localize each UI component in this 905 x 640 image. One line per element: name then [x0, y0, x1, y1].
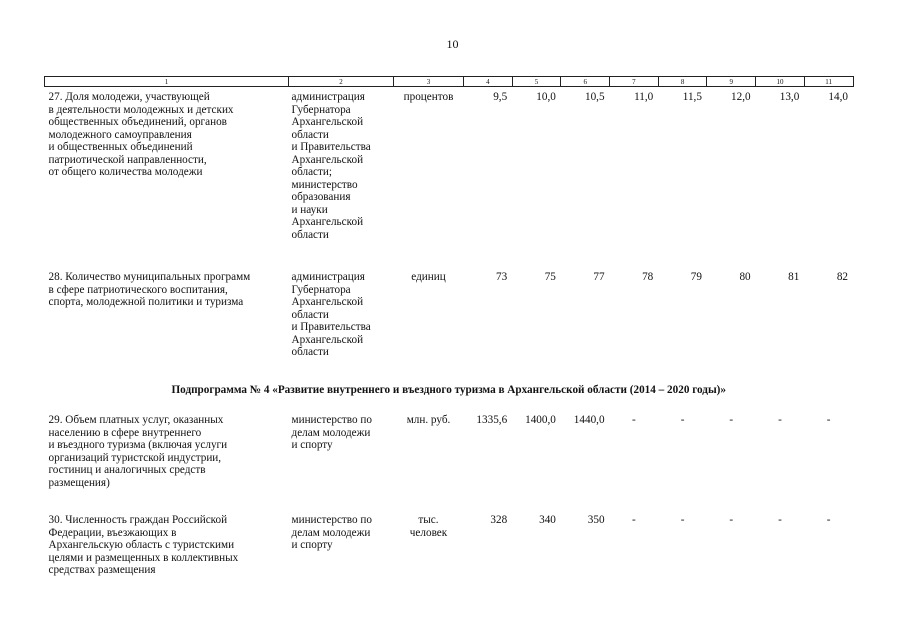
unit-cell: тыс. человек — [409, 514, 448, 539]
unit-cell: млн. руб. — [406, 414, 451, 426]
indicator-name: 27. Доля молодежи, участвующей в деятельности молодежных и детских общественных объединений, органов молодежного самоуправления и общественных объединений патриотической направленности, от общего количества молодежи — [48, 91, 234, 178]
value-cell: - — [778, 414, 782, 426]
value-cell: 1440,0 — [573, 414, 605, 426]
value-cell: - — [632, 414, 636, 426]
subprogram-title: Подпрограмма № 4 «Развитие внутреннего и въездного туризма в Архангельской области (2014 – 2020 годы)» — [171, 384, 727, 396]
value-cell: - — [680, 514, 685, 526]
subprogram-row — [45, 379, 854, 412]
responsible-org: министерство по делам молодежи и спорту — [291, 514, 372, 551]
value-cell: 75 — [544, 271, 556, 283]
header-cell: 11 — [804, 77, 853, 87]
header-cell: 4 — [464, 77, 513, 87]
page-number: 10 — [446, 37, 459, 51]
table-row — [45, 87, 854, 272]
responsible-org: администрация Губернатора Архангельской области и Правительства Архангельской области; министерство образования и науки Архангельской области — [291, 91, 371, 241]
indicator-name: 28. Количество муниципальных программ в сфере патриотического воспитания, спорта, молодежной политики и туризма — [48, 271, 251, 308]
value-cell: 10,5 — [584, 91, 605, 103]
responsible-org: администрация Губернатора Архангельской области и Правительства Архангельской области — [291, 271, 371, 358]
value-cell: - — [826, 514, 831, 526]
value-cell: - — [826, 414, 831, 426]
header-cell: 7 — [610, 77, 659, 87]
responsible-org: министерство по делам молодежи и спорту — [291, 414, 372, 451]
value-cell: - — [778, 514, 782, 526]
value-cell: 12,0 — [731, 91, 751, 103]
value-cell: - — [632, 514, 636, 526]
value-cell: - — [729, 514, 734, 526]
value-cell: 11,5 — [682, 91, 702, 103]
value-cell: - — [729, 414, 734, 426]
value-cell: 328 — [490, 514, 508, 526]
unit-cell: единиц — [411, 271, 446, 283]
value-cell: 78 — [642, 271, 654, 283]
header-cell: 8 — [658, 77, 707, 87]
table-row — [45, 412, 854, 514]
header-cell: 9 — [707, 77, 756, 87]
value-cell: 13,0 — [779, 91, 800, 103]
indicators-table — [44, 76, 854, 598]
value-cell: 10,0 — [536, 91, 556, 103]
value-cell: 14,0 — [828, 91, 848, 103]
value-cell: 9,5 — [493, 91, 508, 103]
header-cell: 2 — [289, 77, 394, 87]
value-cell: 340 — [539, 514, 556, 526]
table-header-row — [45, 77, 854, 87]
value-cell: 1400,0 — [525, 414, 556, 426]
value-cell: 81 — [788, 271, 800, 283]
value-cell: 11,0 — [634, 91, 654, 103]
indicator-name: 30. Численность граждан Российской Федерации, въезжающих в Архангельскую область с туристскими целями и размещенных в коллективных средствах размещения — [48, 514, 239, 576]
table-row — [45, 514, 854, 598]
value-cell: 80 — [739, 271, 751, 283]
header-cell: 5 — [512, 77, 561, 87]
value-cell: 350 — [587, 514, 605, 526]
header-cell: 3 — [394, 77, 464, 87]
value-cell: 79 — [690, 271, 702, 283]
value-cell: 77 — [593, 271, 605, 283]
indicator-name: 29. Объем платных услуг, оказанных населению в сфере внутреннего и въездного туризма (включая услуги организаций туристской индустрии, гостиниц и аналогичных средств размещения) — [48, 414, 228, 489]
header-cell: 1 — [45, 77, 289, 87]
table-row — [45, 271, 854, 379]
value-cell: 1335,6 — [476, 414, 508, 426]
value-cell: 73 — [496, 271, 508, 283]
header-cell: 10 — [756, 77, 805, 87]
value-cell: 82 — [836, 271, 848, 283]
value-cell: - — [680, 414, 685, 426]
header-cell: 6 — [561, 77, 610, 87]
unit-cell: процентов — [403, 91, 454, 103]
